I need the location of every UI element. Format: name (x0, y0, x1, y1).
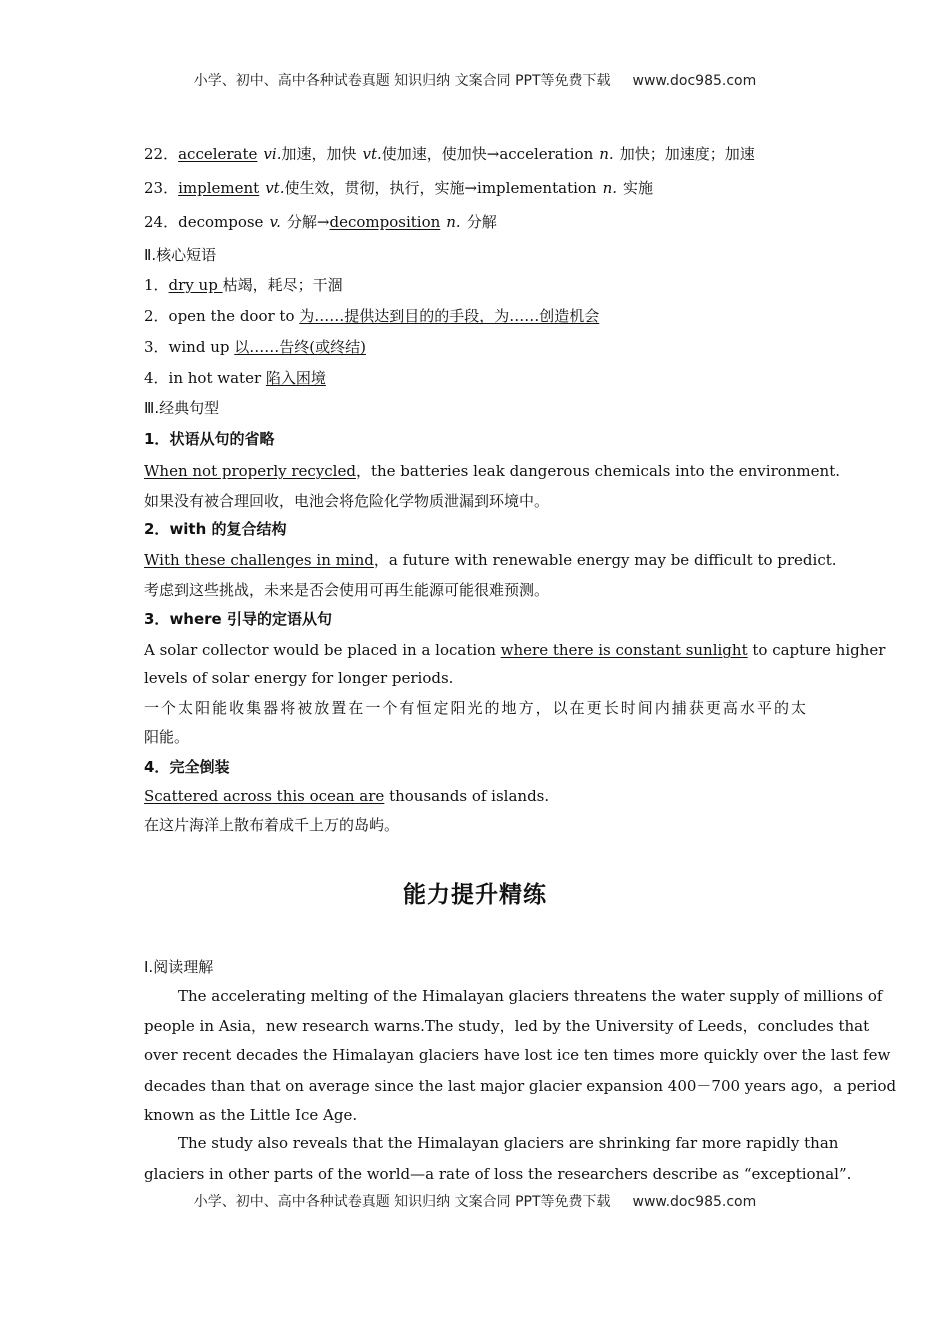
reading-line: The study also reveals that the Himalayan glaciers are shrinking far more rapidly than (178, 1134, 839, 1152)
sentence-en: When not properly recycled，the batteries leak dangerous chemicals into the environment. (144, 462, 840, 480)
reading-line: over recent decades the Himalayan glaciers have lost ice ten times more quickly over the last few (144, 1046, 891, 1064)
reading-heading: Ⅰ.阅读理解 (144, 958, 214, 976)
phrase-item: 3．wind up 以……告终(或终结) (144, 338, 366, 356)
vocab-word: accelerate (178, 145, 258, 163)
sentence-en: A solar collector would be placed in a location where there is constant sunlight to capture higher (144, 641, 886, 659)
vocab-23: 23．implement vt.使生效，贯彻，执行，实施→implementation n. 实施 (144, 179, 654, 197)
sentence-title: 4．完全倒装 (144, 758, 230, 776)
sentence-title: 1．状语从句的省略 (144, 430, 275, 448)
sentence-en-cont: levels of solar energy for longer periods. (144, 669, 454, 687)
sentence-title: 3．where 引导的定语从句 (144, 610, 332, 628)
sentence-zh-cont: 阳能。 (144, 728, 190, 746)
phrase-item: 1．dry up 枯竭，耗尽；干涸 (144, 276, 343, 294)
header-site: www.doc985.com (632, 73, 757, 89)
phrases-heading: Ⅱ.核心短语 (144, 246, 217, 264)
sentence-en: With these challenges in mind，a future with renewable energy may be difficult to predict. (144, 551, 837, 569)
sentence-zh: 如果没有被合理回收，电池会将危险化学物质泄漏到环境中。 (144, 492, 550, 510)
sentences-heading: Ⅲ.经典句型 (144, 399, 220, 417)
phrase-item: 4．in hot water 陷入困境 (144, 369, 326, 387)
reading-line: people in Asia，new research warns.The study，led by the University of Leeds，concludes that (144, 1017, 870, 1035)
section-title: 能力提升精练 (403, 882, 547, 908)
footer-text: 小学、初中、高中各种试卷真题 知识归纳 文案合同 PPT等免费下载 (193, 1194, 611, 1210)
vocab-22: 22．accelerate vi.加速，加快 vt.使加速，使加快→acceleration n. 加快；加速度；加速 (144, 145, 755, 163)
sentence-zh: 一个太阳能收集器将被放置在一个有恒定阳光的地方，以在更长时间内捕获更高水平的太 (144, 699, 806, 717)
sentence-en: Scattered across this ocean are thousands of islands. (144, 787, 550, 805)
sentence-zh: 考虑到这些挑战，未来是否会使用可再生能源可能很难预测。 (144, 581, 550, 599)
reading-line: known as the Little Ice Age. (144, 1106, 358, 1124)
vocab-word: implement (178, 179, 260, 197)
page-footer (0, 1191, 950, 1211)
reading-line: The accelerating melting of the Himalayan glaciers threatens the water supply of millions of (178, 987, 883, 1005)
page-header (0, 70, 950, 90)
sentence-zh: 在这片海洋上散布着成千上万的岛屿。 (144, 816, 400, 834)
phrase-item: 2．open the door to 为……提供达到目的的手段，为……创造机会 (144, 307, 600, 325)
vocab-24: 24．decompose v. 分解→decomposition n. 分解 (144, 213, 497, 231)
reading-line: decades than that on average since the last major glacier expansion 400－700 years ago，a period (144, 1077, 897, 1095)
vocab-word: decomposition (329, 213, 441, 231)
header-text: 小学、初中、高中各种试卷真题 知识归纳 文案合同 PPT等免费下载 (193, 73, 611, 89)
reading-line: glaciers in other parts of the world—a rate of loss the researchers describe as “exceptional”. (144, 1165, 852, 1183)
sentence-title: 2．with 的复合结构 (144, 520, 287, 538)
footer-site: www.doc985.com (632, 1194, 757, 1210)
